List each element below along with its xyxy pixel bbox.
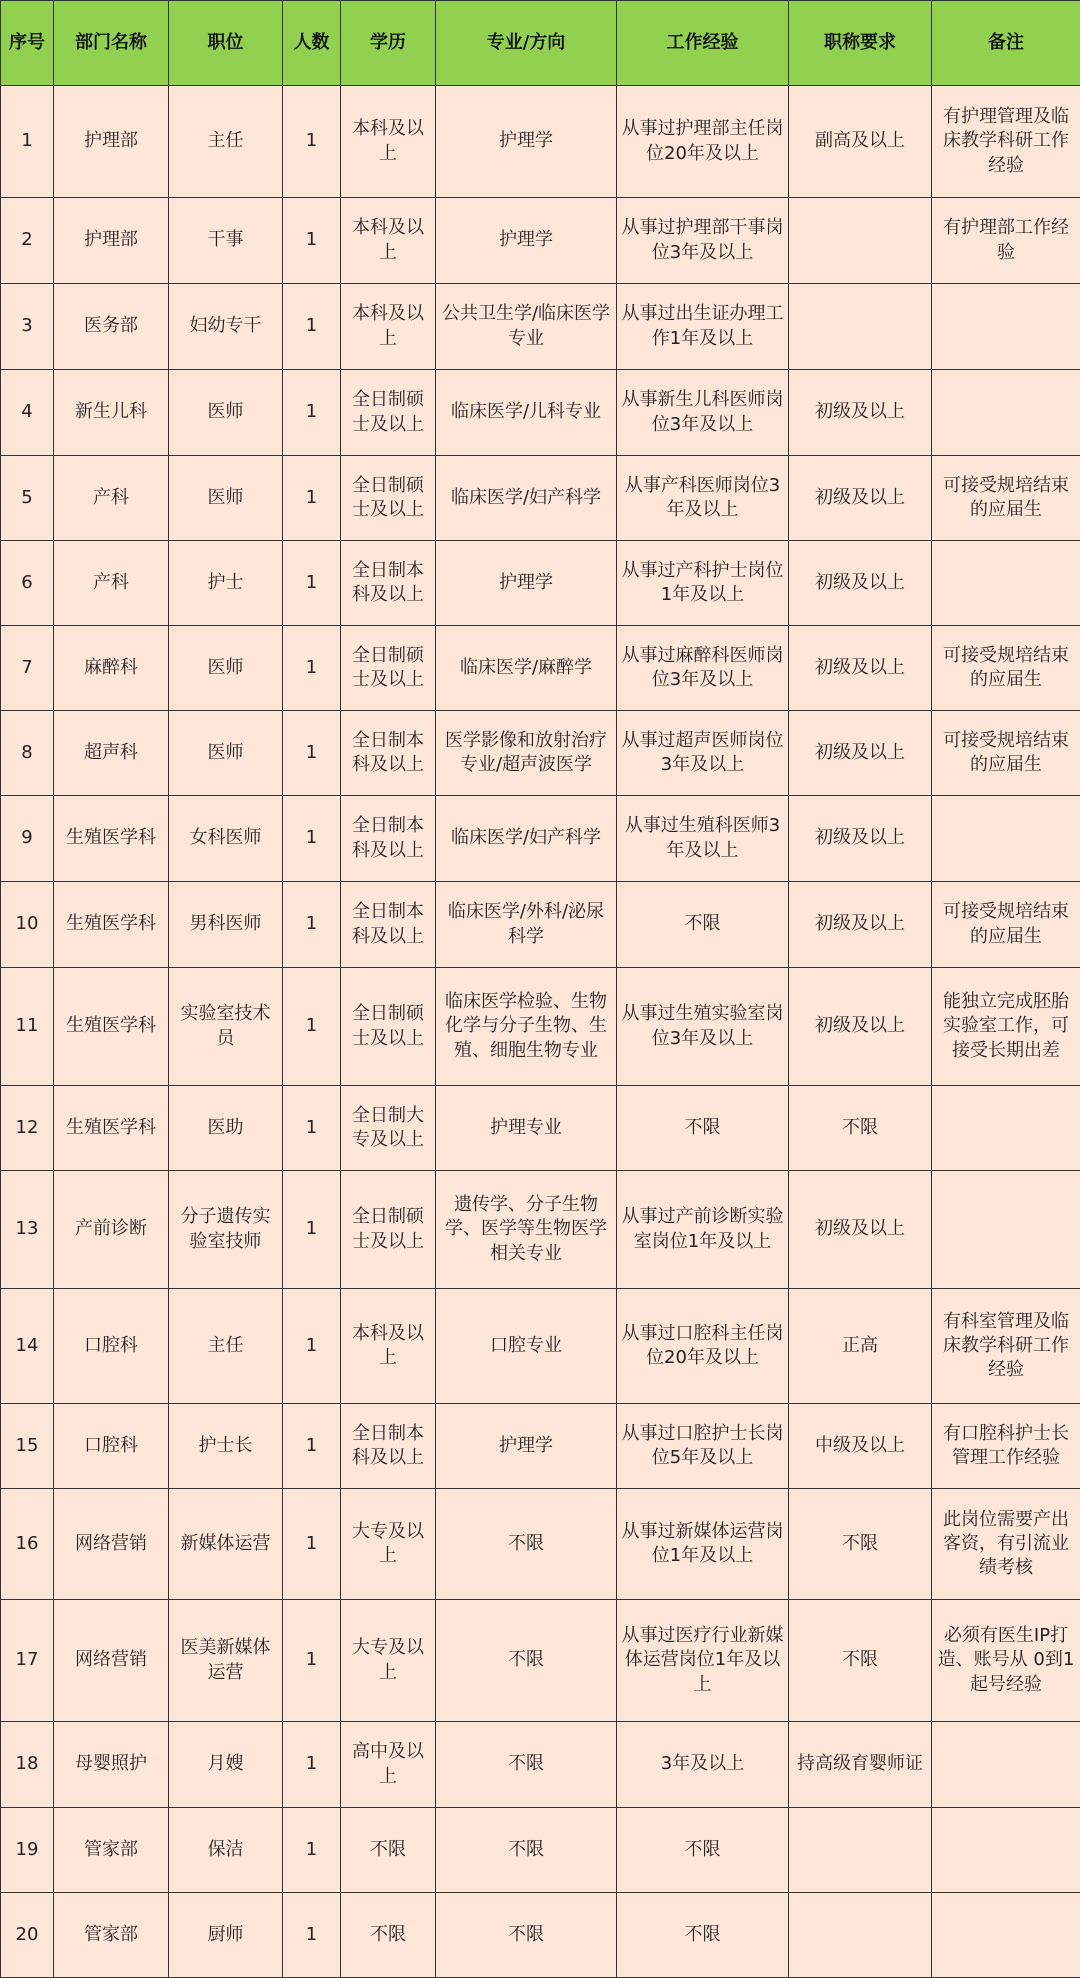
- table-row: [1, 1489, 1080, 1600]
- department-cell: 产科: [54, 456, 169, 541]
- department-cell: 网络营销: [54, 1600, 169, 1722]
- count-cell: 1: [283, 882, 341, 968]
- table-row: [1, 370, 1080, 456]
- table-row: [1, 198, 1080, 284]
- department-cell: 生殖医学科: [54, 882, 169, 968]
- education-cell: 全日制本科及以上: [341, 796, 436, 882]
- position-cell: 干事: [169, 198, 283, 284]
- table-row: [1, 1404, 1080, 1489]
- remarks-cell: 可接受规培结束的应届生: [932, 456, 1080, 541]
- experience-cell: 从事过生殖实验室岗位3年及以上: [617, 968, 789, 1086]
- remarks-cell: 有护理部工作经验: [932, 198, 1080, 284]
- header-department: 部门名称: [54, 1, 169, 86]
- education-cell: 全日制大专及以上: [341, 1086, 436, 1171]
- index-cell: 20: [1, 1893, 54, 1978]
- index-cell: 18: [1, 1722, 54, 1808]
- major-cell: 口腔专业: [436, 1289, 617, 1404]
- count-cell: 1: [283, 284, 341, 370]
- count-cell: 1: [283, 1600, 341, 1722]
- remarks-cell: [932, 1893, 1080, 1978]
- remarks-cell: [932, 1086, 1080, 1171]
- remarks-cell: 能独立完成胚胎实验室工作，可接受长期出差: [932, 968, 1080, 1086]
- education-cell: 全日制硕士及以上: [341, 968, 436, 1086]
- count-cell: 1: [283, 1893, 341, 1978]
- major-cell: 医学影像和放射治疗专业/超声波医学: [436, 711, 617, 796]
- count-cell: 1: [283, 86, 341, 198]
- position-cell: 医美新媒体运营: [169, 1600, 283, 1722]
- title-requirement-cell: 持高级育婴师证: [789, 1722, 932, 1808]
- count-cell: 1: [283, 1171, 341, 1289]
- header-count: 人数: [283, 1, 341, 86]
- index-cell: 7: [1, 626, 54, 711]
- major-cell: 护理学: [436, 86, 617, 198]
- index-cell: 4: [1, 370, 54, 456]
- title-requirement-cell: 初级及以上: [789, 626, 932, 711]
- major-cell: 不限: [436, 1893, 617, 1978]
- position-cell: 医师: [169, 370, 283, 456]
- table-row: [1, 796, 1080, 882]
- position-cell: 厨师: [169, 1893, 283, 1978]
- count-cell: 1: [283, 796, 341, 882]
- major-cell: 不限: [436, 1489, 617, 1600]
- department-cell: 护理部: [54, 86, 169, 198]
- count-cell: 1: [283, 370, 341, 456]
- table-row: [1, 882, 1080, 968]
- education-cell: 全日制硕士及以上: [341, 370, 436, 456]
- table-row: [1, 541, 1080, 626]
- count-cell: 1: [283, 1808, 341, 1893]
- title-requirement-cell: 初级及以上: [789, 1171, 932, 1289]
- table-row: [1, 626, 1080, 711]
- position-cell: 医师: [169, 626, 283, 711]
- title-requirement-cell: 初级及以上: [789, 370, 932, 456]
- position-cell: 主任: [169, 1289, 283, 1404]
- index-cell: 15: [1, 1404, 54, 1489]
- remarks-cell: 可接受规培结束的应届生: [932, 882, 1080, 968]
- education-cell: 高中及以上: [341, 1722, 436, 1808]
- title-requirement-cell: 初级及以上: [789, 456, 932, 541]
- education-cell: 本科及以上: [341, 86, 436, 198]
- experience-cell: 从事过护理部主任岗位20年及以上: [617, 86, 789, 198]
- table-row: [1, 711, 1080, 796]
- position-cell: 医师: [169, 456, 283, 541]
- education-cell: 不限: [341, 1808, 436, 1893]
- experience-cell: 从事过护理部干事岗位3年及以上: [617, 198, 789, 284]
- remarks-cell: 此岗位需要产出客资，有引流业绩考核: [932, 1489, 1080, 1600]
- count-cell: 1: [283, 1086, 341, 1171]
- header-title-requirement: 职称要求: [789, 1, 932, 86]
- remarks-cell: [932, 796, 1080, 882]
- position-cell: 医助: [169, 1086, 283, 1171]
- major-cell: 护理学: [436, 541, 617, 626]
- department-cell: 超声科: [54, 711, 169, 796]
- count-cell: 1: [283, 1404, 341, 1489]
- major-cell: 临床医学检验、生物化学与分子生物、生殖、细胞生物专业: [436, 968, 617, 1086]
- position-cell: 女科医师: [169, 796, 283, 882]
- index-cell: 12: [1, 1086, 54, 1171]
- remarks-cell: 必须有医生IP打造、账号从 0到1起号经验: [932, 1600, 1080, 1722]
- count-cell: 1: [283, 1289, 341, 1404]
- remarks-cell: 有科室管理及临床教学科研工作经验: [932, 1289, 1080, 1404]
- title-requirement-cell: 不限: [789, 1489, 932, 1600]
- department-cell: 生殖医学科: [54, 1086, 169, 1171]
- count-cell: 1: [283, 541, 341, 626]
- title-requirement-cell: 初级及以上: [789, 882, 932, 968]
- index-cell: 1: [1, 86, 54, 198]
- position-cell: 保洁: [169, 1808, 283, 1893]
- experience-cell: 不限: [617, 882, 789, 968]
- remarks-cell: [932, 1171, 1080, 1289]
- education-cell: 全日制本科及以上: [341, 882, 436, 968]
- position-cell: 月嫂: [169, 1722, 283, 1808]
- department-cell: 麻醉科: [54, 626, 169, 711]
- department-cell: 口腔科: [54, 1404, 169, 1489]
- major-cell: 护理学: [436, 198, 617, 284]
- count-cell: 1: [283, 198, 341, 284]
- department-cell: 产前诊断: [54, 1171, 169, 1289]
- remarks-cell: 有口腔科护士长管理工作经验: [932, 1404, 1080, 1489]
- experience-cell: 从事过产科护士岗位1年及以上: [617, 541, 789, 626]
- index-cell: 2: [1, 198, 54, 284]
- experience-cell: 从事过麻醉科医师岗位3年及以上: [617, 626, 789, 711]
- remarks-cell: 可接受规培结束的应届生: [932, 711, 1080, 796]
- remarks-cell: [932, 541, 1080, 626]
- education-cell: 全日制本科及以上: [341, 711, 436, 796]
- experience-cell: 不限: [617, 1086, 789, 1171]
- index-cell: 10: [1, 882, 54, 968]
- experience-cell: 从事产科医师岗位3年及以上: [617, 456, 789, 541]
- header-remarks: 备注: [932, 1, 1080, 86]
- table-row: [1, 1722, 1080, 1808]
- title-requirement-cell: [789, 1893, 932, 1978]
- remarks-cell: [932, 284, 1080, 370]
- experience-cell: 从事过出生证办理工作1年及以上: [617, 284, 789, 370]
- education-cell: 本科及以上: [341, 1289, 436, 1404]
- education-cell: 本科及以上: [341, 284, 436, 370]
- department-cell: 生殖医学科: [54, 796, 169, 882]
- experience-cell: 从事过产前诊断实验室岗位1年及以上: [617, 1171, 789, 1289]
- department-cell: 管家部: [54, 1893, 169, 1978]
- experience-cell: 从事过生殖科医师3年及以上: [617, 796, 789, 882]
- index-cell: 9: [1, 796, 54, 882]
- title-requirement-cell: 初级及以上: [789, 968, 932, 1086]
- department-cell: 口腔科: [54, 1289, 169, 1404]
- title-requirement-cell: 初级及以上: [789, 541, 932, 626]
- experience-cell: 不限: [617, 1808, 789, 1893]
- position-cell: 男科医师: [169, 882, 283, 968]
- major-cell: 临床医学/妇产科学: [436, 456, 617, 541]
- major-cell: 不限: [436, 1808, 617, 1893]
- remarks-cell: [932, 1808, 1080, 1893]
- title-requirement-cell: 中级及以上: [789, 1404, 932, 1489]
- department-cell: 护理部: [54, 198, 169, 284]
- count-cell: 1: [283, 456, 341, 541]
- header-major: 专业/方向: [436, 1, 617, 86]
- position-cell: 分子遗传实验室技师: [169, 1171, 283, 1289]
- header-index: 序号: [1, 1, 54, 86]
- major-cell: 遗传学、分子生物学、医学等生物医学相关专业: [436, 1171, 617, 1289]
- title-requirement-cell: 正高: [789, 1289, 932, 1404]
- count-cell: 1: [283, 1489, 341, 1600]
- position-cell: 新媒体运营: [169, 1489, 283, 1600]
- table-row: [1, 456, 1080, 541]
- title-requirement-cell: 不限: [789, 1086, 932, 1171]
- position-cell: 妇幼专干: [169, 284, 283, 370]
- experience-cell: 从事过新媒体运营岗位1年及以上: [617, 1489, 789, 1600]
- header-education: 学历: [341, 1, 436, 86]
- header-row: [1, 1, 1080, 86]
- major-cell: 临床医学/儿科专业: [436, 370, 617, 456]
- remarks-cell: [932, 1722, 1080, 1808]
- position-cell: 护士长: [169, 1404, 283, 1489]
- education-cell: 全日制硕士及以上: [341, 1171, 436, 1289]
- table-row: [1, 968, 1080, 1086]
- table-row: [1, 1600, 1080, 1722]
- header-position: 职位: [169, 1, 283, 86]
- education-cell: 大专及以上: [341, 1600, 436, 1722]
- major-cell: 临床医学/外科/泌尿科学: [436, 882, 617, 968]
- department-cell: 产科: [54, 541, 169, 626]
- remarks-cell: 可接受规培结束的应届生: [932, 626, 1080, 711]
- table-body: [1, 86, 1080, 1978]
- major-cell: 不限: [436, 1600, 617, 1722]
- experience-cell: 从事过医疗行业新媒体运营岗位1年及以上: [617, 1600, 789, 1722]
- education-cell: 全日制硕士及以上: [341, 456, 436, 541]
- index-cell: 14: [1, 1289, 54, 1404]
- header-experience: 工作经验: [617, 1, 789, 86]
- title-requirement-cell: [789, 198, 932, 284]
- index-cell: 19: [1, 1808, 54, 1893]
- education-cell: 不限: [341, 1893, 436, 1978]
- count-cell: 1: [283, 1722, 341, 1808]
- department-cell: 管家部: [54, 1808, 169, 1893]
- index-cell: 17: [1, 1600, 54, 1722]
- experience-cell: 从事新生儿科医师岗位3年及以上: [617, 370, 789, 456]
- title-requirement-cell: [789, 284, 932, 370]
- table-row: [1, 86, 1080, 198]
- title-requirement-cell: [789, 1808, 932, 1893]
- table-row: [1, 1289, 1080, 1404]
- table-row: [1, 284, 1080, 370]
- major-cell: 临床医学/妇产科学: [436, 796, 617, 882]
- remarks-cell: 有护理管理及临床教学科研工作经验: [932, 86, 1080, 198]
- index-cell: 8: [1, 711, 54, 796]
- index-cell: 11: [1, 968, 54, 1086]
- title-requirement-cell: 副高及以上: [789, 86, 932, 198]
- experience-cell: 不限: [617, 1893, 789, 1978]
- index-cell: 3: [1, 284, 54, 370]
- remarks-cell: [932, 370, 1080, 456]
- department-cell: 网络营销: [54, 1489, 169, 1600]
- education-cell: 本科及以上: [341, 198, 436, 284]
- education-cell: 全日制本科及以上: [341, 541, 436, 626]
- index-cell: 5: [1, 456, 54, 541]
- experience-cell: 从事过口腔护士长岗位5年及以上: [617, 1404, 789, 1489]
- department-cell: 医务部: [54, 284, 169, 370]
- index-cell: 6: [1, 541, 54, 626]
- education-cell: 全日制硕士及以上: [341, 626, 436, 711]
- experience-cell: 3年及以上: [617, 1722, 789, 1808]
- count-cell: 1: [283, 968, 341, 1086]
- index-cell: 13: [1, 1171, 54, 1289]
- department-cell: 母婴照护: [54, 1722, 169, 1808]
- department-cell: 新生儿科: [54, 370, 169, 456]
- index-cell: 16: [1, 1489, 54, 1600]
- education-cell: 大专及以上: [341, 1489, 436, 1600]
- major-cell: 护理专业: [436, 1086, 617, 1171]
- table-row: [1, 1086, 1080, 1171]
- table-row: [1, 1808, 1080, 1893]
- department-cell: 生殖医学科: [54, 968, 169, 1086]
- title-requirement-cell: 初级及以上: [789, 796, 932, 882]
- experience-cell: 从事过口腔科主任岗位20年及以上: [617, 1289, 789, 1404]
- position-cell: 医师: [169, 711, 283, 796]
- experience-cell: 从事过超声医师岗位3年及以上: [617, 711, 789, 796]
- major-cell: 不限: [436, 1722, 617, 1808]
- major-cell: 护理学: [436, 1404, 617, 1489]
- title-requirement-cell: 初级及以上: [789, 711, 932, 796]
- title-requirement-cell: 不限: [789, 1600, 932, 1722]
- table-row: [1, 1893, 1080, 1978]
- count-cell: 1: [283, 711, 341, 796]
- major-cell: 公共卫生学/临床医学专业: [436, 284, 617, 370]
- position-cell: 实验室技术员: [169, 968, 283, 1086]
- position-cell: 护士: [169, 541, 283, 626]
- education-cell: 全日制本科及以上: [341, 1404, 436, 1489]
- position-cell: 主任: [169, 86, 283, 198]
- major-cell: 临床医学/麻醉学: [436, 626, 617, 711]
- table-row: [1, 1171, 1080, 1289]
- count-cell: 1: [283, 626, 341, 711]
